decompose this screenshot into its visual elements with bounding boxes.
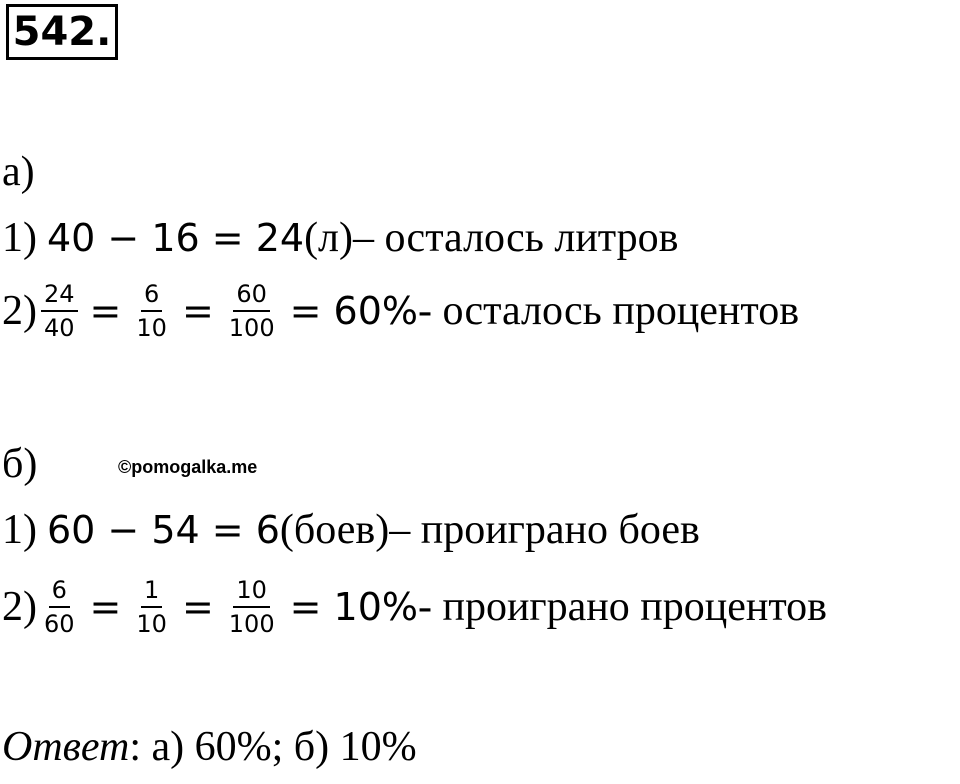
part-a-label [2, 148, 35, 196]
fraction-numerator: 24 [41, 280, 78, 312]
step-index: 1) [2, 507, 37, 553]
answer-label: Ответ [2, 724, 130, 770]
problem-number: 542. [6, 4, 118, 60]
equals-sign: = [89, 585, 122, 629]
step-result: = 10% [289, 585, 418, 629]
step-comment: – осталось литров [353, 215, 679, 261]
fraction-numerator: 6 [49, 576, 70, 608]
step-expression: 60 − 54 = 6 [47, 508, 280, 552]
equals-sign: = [181, 585, 214, 629]
fraction [41, 576, 78, 638]
fraction-numerator: 1 [141, 576, 162, 608]
step-index: 2) [2, 584, 37, 630]
fraction-numerator: 6 [141, 280, 162, 312]
fraction-denominator: 100 [228, 610, 275, 638]
part-a-label-text: а) [2, 149, 35, 195]
step-result: = 60% [289, 289, 418, 333]
fraction [133, 576, 170, 638]
step-index: 1) [2, 215, 37, 261]
fraction-denominator: 10 [136, 314, 167, 342]
fraction-denominator: 40 [44, 314, 75, 342]
watermark: ©pomogalka.me [118, 457, 258, 477]
fraction-numerator: 60 [233, 280, 270, 312]
part-b-step1 [2, 506, 700, 554]
part-b-label-text: б) [2, 441, 38, 487]
answer-line [2, 723, 417, 771]
fraction-denominator: 10 [136, 610, 167, 638]
step-expression: 40 − 16 = 24 [47, 216, 305, 260]
part-a-step2 [2, 280, 799, 342]
fraction-denominator: 60 [44, 610, 75, 638]
part-b-step2 [2, 576, 827, 638]
fraction-denominator: 100 [228, 314, 275, 342]
step-index: 2) [2, 288, 37, 334]
fraction [133, 280, 170, 342]
step-comment: - проиграно процентов [417, 584, 827, 630]
fraction [226, 280, 278, 342]
fraction [41, 280, 78, 342]
step-unit: (л) [304, 215, 353, 261]
part-a-step1 [2, 214, 679, 262]
step-comment: - осталось процентов [417, 288, 800, 334]
step-comment: – проиграно боев [389, 507, 700, 553]
part-b-label [2, 440, 37, 488]
equals-sign: = [89, 289, 122, 333]
fraction-numerator: 10 [233, 576, 270, 608]
step-unit: (боев) [279, 507, 390, 553]
fraction [226, 576, 278, 638]
equals-sign: = [181, 289, 214, 333]
answer-text: : а) 60%; б) 10% [129, 724, 417, 770]
